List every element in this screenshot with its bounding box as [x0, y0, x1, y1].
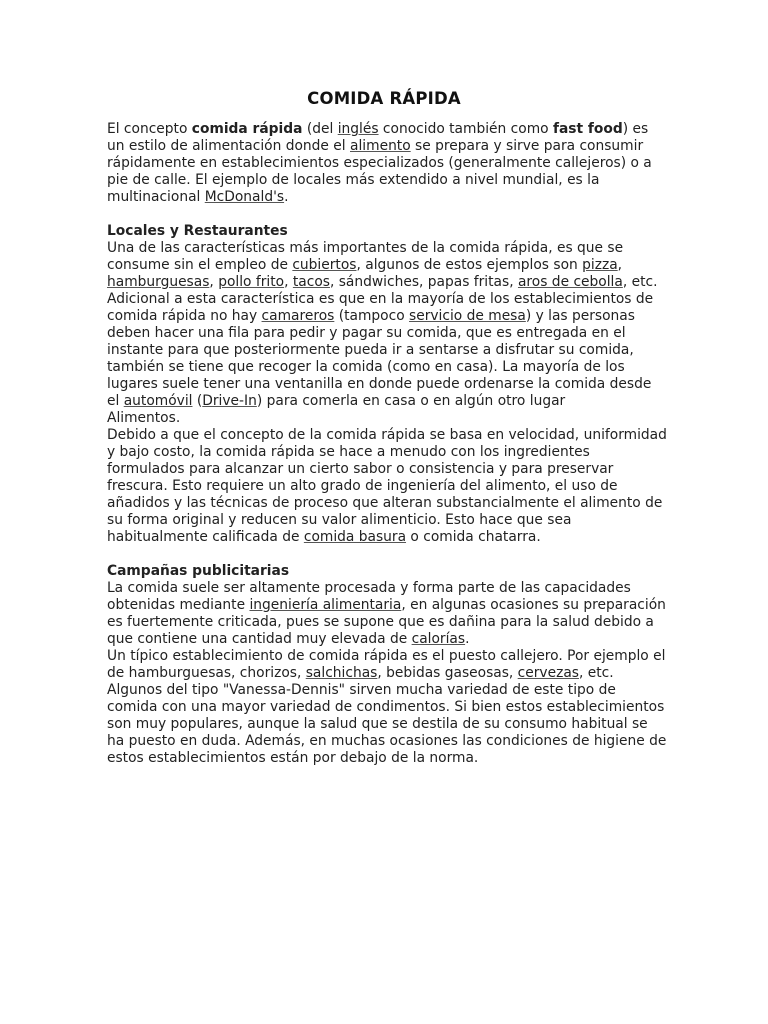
document-body: [107, 121, 667, 767]
locales-paragraph-1: [107, 240, 667, 427]
text: ,: [284, 274, 293, 290]
bold-term: fast food: [552, 121, 623, 137]
campanas-paragraph-1: [107, 580, 667, 648]
text: ) para comerla en casa o en algún otro lugar: [256, 393, 566, 409]
link-pizza[interactable]: pizza: [582, 257, 618, 273]
text: , algunos de estos ejemplos son: [356, 257, 583, 273]
link-tacos[interactable]: tacos: [292, 274, 330, 290]
text: conocido también como: [378, 121, 553, 137]
link-drive-in[interactable]: Drive-In: [202, 393, 257, 409]
link-mcdonalds[interactable]: McDonald's: [204, 189, 285, 205]
text: Una de las características más importantes de la comida rápida, es que se consume sin el empleo de: [107, 240, 624, 273]
text: Un típico establecimiento de comida rápida es el puesto callejero. Por ejemplo el de hamburguesas, chorizos,: [107, 648, 666, 681]
text: La comida suele ser altamente procesada y forma parte de las capacidades obtenidas mediante: [107, 580, 631, 613]
section-heading-campanas: Campañas publicitarias: [107, 563, 290, 579]
link-automovil[interactable]: automóvil: [123, 393, 193, 409]
text: ,: [617, 257, 623, 273]
link-servicio-de-mesa[interactable]: servicio de mesa: [409, 308, 526, 324]
campanas-paragraph-2: [107, 648, 667, 767]
link-pollo-frito[interactable]: pollo frito: [218, 274, 285, 290]
text: ) es un estilo de alimentación donde el: [107, 121, 649, 154]
link-camareros[interactable]: camareros: [261, 308, 335, 324]
link-ingenieria-alimentaria[interactable]: ingeniería alimentaria: [249, 597, 402, 613]
link-hamburguesas[interactable]: hamburguesas: [107, 274, 210, 290]
text: Debido a que el concepto de la comida rápida se basa en velocidad, uniformidad y bajo costo, la comida rápida se hace a menudo con los ingredientes formulados para alcanzar un cierto sabor o consistencia y para preservar frescura. Esto requiere un alto grado de ingeniería del alimento, el uso de añadidos y las técnicas de proceso que alteran substancialmente el alimento de su forma original y reducen su valor alimenticio. Esto hace que sea habitualmente calificada de: [107, 427, 667, 545]
text: .: [284, 189, 289, 205]
link-calorias[interactable]: calorías: [411, 631, 466, 647]
text: ) y las personas deben hacer una fila para pedir y pagar su comida, que es entregada en el instante para que posteriormente pueda ir a sentarse a disfrutar su comida, también se tiene que recoger la comida (como en casa). La mayoría de los lugares suele tener una ventanilla en donde puede ordenarse la comida desde el: [107, 308, 652, 409]
link-alimento[interactable]: alimento: [350, 138, 411, 154]
text: , etc. Adicional a esta característica es que en la mayoría de los establecimientos de comida rápida no hay: [107, 274, 658, 324]
spacer: [107, 206, 667, 223]
text: , bebidas gaseosas,: [377, 665, 518, 681]
link-cervezas[interactable]: cervezas: [517, 665, 579, 681]
text: ,: [209, 274, 219, 290]
text: (: [192, 393, 203, 409]
bold-term: comida rápida: [191, 121, 303, 137]
spacer: [107, 546, 667, 563]
link-comida-basura[interactable]: comida basura: [303, 529, 407, 545]
text: (del: [302, 121, 338, 137]
text: , en algunas ocasiones su preparación es fuertemente criticada, pues se supone que es dañina para la salud debido a que contiene una cantidad muy elevada de: [107, 597, 666, 647]
locales-paragraph-2: [107, 427, 667, 546]
link-ingles[interactable]: inglés: [337, 121, 379, 137]
text: .: [465, 631, 470, 647]
intro-paragraph: [107, 121, 667, 206]
link-salchichas[interactable]: salchichas: [305, 665, 378, 681]
text: , sándwiches, papas fritas,: [329, 274, 518, 290]
text: o comida chatarra.: [406, 529, 541, 545]
text: , etc. Algunos del tipo "Vanessa-Dennis" sirven mucha variedad de este tipo de comida con una mayor variedad de condimentos. Si bien estos establecimientos son muy populares, aunque la salud que se destila de su consumo habitual se ha puesto en duda. Además, en muchas ocasiones las condiciones de higiene de estos establecimientos están por debajo de la norma.: [107, 665, 667, 766]
link-aros-de-cebolla[interactable]: aros de cebolla: [517, 274, 623, 290]
link-cubiertos[interactable]: cubiertos: [292, 257, 357, 273]
document-title: COMIDA RÁPIDA: [307, 89, 461, 108]
text: El concepto: [107, 121, 192, 137]
text: (tampoco: [334, 308, 410, 324]
text: se prepara y sirve para consumir rápidamente en establecimientos especializados (generalmente callejeros) o a pie de calle. El ejemplo de locales más extendido a nivel mundial, es la multinacional: [107, 138, 652, 205]
text: Alimentos.: [107, 410, 181, 426]
section-heading-locales: Locales y Restaurantes: [107, 223, 288, 239]
